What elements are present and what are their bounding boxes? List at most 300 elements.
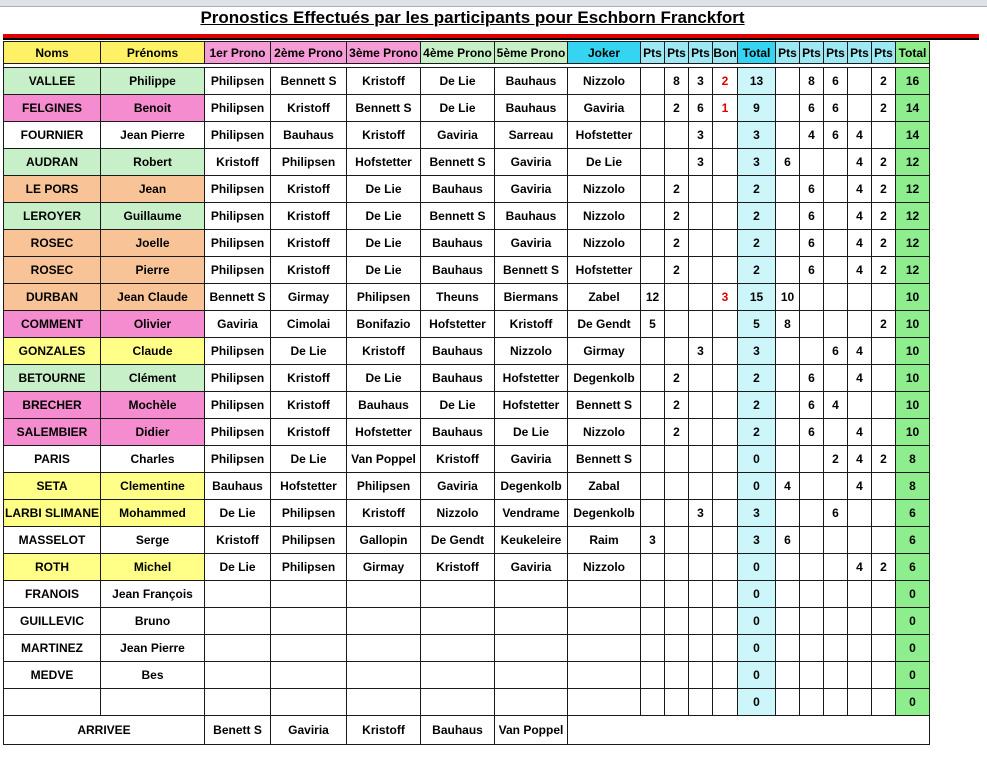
cell-prono-5[interactable]: Bauhaus (495, 68, 568, 95)
cell-nom[interactable]: LEROYER (4, 203, 101, 230)
cell-prono-3[interactable]: Hofstetter (347, 419, 421, 446)
cell-pts[interactable] (641, 446, 665, 473)
cell-grand-total[interactable]: 12 (896, 230, 930, 257)
cell-grand-total[interactable]: 0 (896, 689, 930, 716)
cell-grand-total[interactable]: 0 (896, 608, 930, 635)
cell-pts[interactable] (776, 662, 800, 689)
cell-bon[interactable] (713, 122, 738, 149)
cell-prono-2[interactable]: Philipsen (271, 500, 347, 527)
header-prono-5[interactable]: 5ème Prono (495, 42, 568, 64)
cell-pts[interactable] (824, 662, 848, 689)
cell-prono-1[interactable]: Kristoff (205, 527, 271, 554)
cell-pts[interactable] (776, 257, 800, 284)
header-prenoms[interactable]: Prénoms (101, 42, 205, 64)
cell-total[interactable]: 5 (738, 311, 776, 338)
cell-pts[interactable]: 3 (689, 149, 713, 176)
cell-bon[interactable] (713, 230, 738, 257)
cell-pts[interactable] (689, 554, 713, 581)
cell-pts[interactable] (776, 446, 800, 473)
cell-bon[interactable]: 3 (713, 284, 738, 311)
cell-pts[interactable]: 3 (689, 68, 713, 95)
cell-pts[interactable] (824, 554, 848, 581)
cell-pts[interactable] (665, 608, 689, 635)
cell-prono-4[interactable]: De Lie (421, 95, 495, 122)
cell-pts[interactable] (689, 608, 713, 635)
cell-prono-3[interactable]: De Lie (347, 365, 421, 392)
cell-prono-5[interactable]: Gaviria (495, 176, 568, 203)
cell-pts[interactable] (665, 500, 689, 527)
cell-pts[interactable] (776, 68, 800, 95)
header-grand-total[interactable]: Total (896, 42, 930, 64)
cell-pts[interactable] (776, 419, 800, 446)
cell-pts[interactable] (872, 581, 896, 608)
cell-nom[interactable]: AUDRAN (4, 149, 101, 176)
cell-prono-1[interactable]: Philipsen (205, 176, 271, 203)
cell-prono-3[interactable]: Hofstetter (347, 149, 421, 176)
cell-pts[interactable]: 6 (800, 230, 824, 257)
cell-grand-total[interactable]: 10 (896, 338, 930, 365)
cell-pts[interactable] (800, 284, 824, 311)
cell-prono-2[interactable]: Kristoff (271, 176, 347, 203)
cell-pts[interactable] (641, 257, 665, 284)
cell-total[interactable]: 2 (738, 419, 776, 446)
cell-pts[interactable]: 10 (776, 284, 800, 311)
cell-prono-1[interactable]: Bauhaus (205, 473, 271, 500)
cell-grand-total[interactable]: 0 (896, 635, 930, 662)
cell-prono-4[interactable]: De Gendt (421, 527, 495, 554)
cell-prenom[interactable]: Joelle (101, 230, 205, 257)
cell-total[interactable]: 2 (738, 176, 776, 203)
cell-pts[interactable] (824, 635, 848, 662)
cell-prono-1[interactable]: Gaviria (205, 311, 271, 338)
header-pts[interactable]: Pts (824, 42, 848, 64)
cell-pts[interactable]: 2 (872, 554, 896, 581)
cell-pts[interactable]: 4 (800, 122, 824, 149)
cell-pts[interactable]: 2 (665, 230, 689, 257)
cell-prono-3[interactable]: De Lie (347, 230, 421, 257)
cell-prono-1[interactable]: Philipsen (205, 230, 271, 257)
cell-prono-5[interactable]: Gaviria (495, 446, 568, 473)
cell-grand-total[interactable]: 12 (896, 257, 930, 284)
cell-pts[interactable] (800, 527, 824, 554)
cell-pts[interactable]: 6 (824, 338, 848, 365)
cell-pts[interactable] (872, 419, 896, 446)
cell-pts[interactable] (665, 662, 689, 689)
cell-pts[interactable] (776, 689, 800, 716)
cell-grand-total[interactable]: 12 (896, 203, 930, 230)
cell-pts[interactable] (800, 473, 824, 500)
header-prono-4[interactable]: 4ème Prono (421, 42, 495, 64)
cell-joker[interactable] (568, 581, 641, 608)
cell-pts[interactable]: 4 (848, 176, 872, 203)
cell-bon[interactable] (713, 176, 738, 203)
cell-total[interactable]: 3 (738, 122, 776, 149)
cell-prono-5[interactable]: Hofstetter (495, 365, 568, 392)
cell-bon[interactable] (713, 365, 738, 392)
cell-pts[interactable] (848, 500, 872, 527)
cell-bon[interactable] (713, 581, 738, 608)
cell-pts[interactable] (776, 392, 800, 419)
cell-pts[interactable] (641, 203, 665, 230)
cell-prono-5[interactable]: Hofstetter (495, 392, 568, 419)
cell-pts[interactable] (689, 419, 713, 446)
cell-joker[interactable] (568, 662, 641, 689)
cell-grand-total[interactable]: 0 (896, 581, 930, 608)
cell-prono-3[interactable]: Van Poppel (347, 446, 421, 473)
cell-prono-4[interactable] (421, 581, 495, 608)
cell-total[interactable]: 2 (738, 203, 776, 230)
header-pts[interactable]: Pts (800, 42, 824, 64)
cell-bon[interactable] (713, 635, 738, 662)
cell-total[interactable]: 2 (738, 392, 776, 419)
cell-pts[interactable] (824, 257, 848, 284)
cell-bon[interactable]: 2 (713, 68, 738, 95)
cell-pts[interactable] (641, 500, 665, 527)
cell-prono-3[interactable]: De Lie (347, 203, 421, 230)
cell-prono-5[interactable] (495, 608, 568, 635)
cell-prenom[interactable]: Guillaume (101, 203, 205, 230)
cell-total[interactable]: 3 (738, 338, 776, 365)
cell-pts[interactable] (665, 122, 689, 149)
cell-pts[interactable]: 3 (689, 500, 713, 527)
cell-joker[interactable]: Degenkolb (568, 365, 641, 392)
cell-pts[interactable] (689, 311, 713, 338)
cell-pts[interactable]: 2 (665, 392, 689, 419)
arrivee-prono-2[interactable]: Gaviria (271, 716, 347, 745)
cell-pts[interactable]: 2 (665, 257, 689, 284)
cell-prono-1[interactable]: Philipsen (205, 419, 271, 446)
cell-prenom[interactable]: Bruno (101, 608, 205, 635)
cell-prono-4[interactable]: Bauhaus (421, 176, 495, 203)
cell-pts[interactable] (872, 689, 896, 716)
cell-pts[interactable]: 4 (848, 149, 872, 176)
cell-prenom[interactable]: Robert (101, 149, 205, 176)
cell-pts[interactable] (689, 230, 713, 257)
cell-joker[interactable] (568, 635, 641, 662)
cell-pts[interactable]: 4 (848, 230, 872, 257)
cell-pts[interactable]: 3 (689, 338, 713, 365)
cell-prono-1[interactable]: Bennett S (205, 284, 271, 311)
cell-pts[interactable] (665, 554, 689, 581)
cell-pts[interactable] (641, 473, 665, 500)
cell-pts[interactable] (800, 662, 824, 689)
cell-pts[interactable] (800, 311, 824, 338)
cell-prono-4[interactable]: Bauhaus (421, 230, 495, 257)
arrivee-prono-3[interactable]: Kristoff (347, 716, 421, 745)
cell-prenom[interactable]: Claude (101, 338, 205, 365)
cell-prono-5[interactable] (495, 581, 568, 608)
cell-prono-4[interactable]: De Lie (421, 392, 495, 419)
cell-grand-total[interactable]: 10 (896, 365, 930, 392)
cell-pts[interactable] (848, 608, 872, 635)
cell-pts[interactable] (824, 581, 848, 608)
cell-grand-total[interactable]: 6 (896, 554, 930, 581)
cell-total[interactable]: 15 (738, 284, 776, 311)
cell-prono-2[interactable]: Kristoff (271, 365, 347, 392)
cell-prenom[interactable] (101, 689, 205, 716)
cell-total[interactable]: 0 (738, 608, 776, 635)
cell-prono-5[interactable] (495, 689, 568, 716)
cell-prenom[interactable]: Olivier (101, 311, 205, 338)
cell-pts[interactable] (824, 311, 848, 338)
cell-nom[interactable]: PARIS (4, 446, 101, 473)
header-pts[interactable]: Pts (641, 42, 665, 64)
cell-pts[interactable] (800, 338, 824, 365)
cell-prono-2[interactable]: Kristoff (271, 392, 347, 419)
cell-nom[interactable]: ROSEC (4, 257, 101, 284)
cell-prono-3[interactable] (347, 662, 421, 689)
cell-pts[interactable]: 8 (800, 68, 824, 95)
cell-nom[interactable]: LARBI SLIMANE (4, 500, 101, 527)
cell-joker[interactable]: Gaviria (568, 95, 641, 122)
cell-pts[interactable] (800, 500, 824, 527)
cell-prenom[interactable]: Jean François (101, 581, 205, 608)
cell-prono-2[interactable]: Kristoff (271, 257, 347, 284)
cell-prenom[interactable]: Clément (101, 365, 205, 392)
cell-prenom[interactable]: Clementine (101, 473, 205, 500)
cell-joker[interactable]: Nizzolo (568, 203, 641, 230)
cell-pts[interactable] (800, 608, 824, 635)
cell-nom[interactable]: ROSEC (4, 230, 101, 257)
cell-pts[interactable] (665, 284, 689, 311)
cell-prenom[interactable]: Mochèle (101, 392, 205, 419)
cell-pts[interactable] (689, 527, 713, 554)
cell-pts[interactable] (872, 392, 896, 419)
cell-prono-2[interactable] (271, 581, 347, 608)
cell-pts[interactable]: 4 (848, 365, 872, 392)
cell-bon[interactable] (713, 311, 738, 338)
cell-pts[interactable] (848, 581, 872, 608)
cell-prono-4[interactable] (421, 635, 495, 662)
cell-total[interactable]: 0 (738, 446, 776, 473)
cell-pts[interactable] (641, 635, 665, 662)
cell-joker[interactable]: Girmay (568, 338, 641, 365)
cell-pts[interactable] (824, 149, 848, 176)
cell-pts[interactable]: 6 (824, 122, 848, 149)
cell-pts[interactable] (776, 230, 800, 257)
cell-pts[interactable] (848, 635, 872, 662)
cell-pts[interactable]: 4 (848, 203, 872, 230)
cell-prono-5[interactable]: Vendrame (495, 500, 568, 527)
cell-prono-5[interactable]: Gaviria (495, 554, 568, 581)
cell-prono-3[interactable]: De Lie (347, 176, 421, 203)
cell-joker[interactable]: Hofstetter (568, 257, 641, 284)
cell-prono-1[interactable] (205, 662, 271, 689)
cell-prono-3[interactable]: Girmay (347, 554, 421, 581)
cell-prono-5[interactable]: Kristoff (495, 311, 568, 338)
cell-pts[interactable] (824, 203, 848, 230)
cell-pts[interactable]: 2 (665, 176, 689, 203)
cell-total[interactable]: 3 (738, 500, 776, 527)
cell-prono-5[interactable]: Bauhaus (495, 203, 568, 230)
cell-pts[interactable] (776, 554, 800, 581)
cell-prono-4[interactable]: Hofstetter (421, 311, 495, 338)
cell-pts[interactable]: 6 (800, 419, 824, 446)
cell-pts[interactable] (824, 608, 848, 635)
cell-pts[interactable] (848, 662, 872, 689)
cell-pts[interactable]: 8 (776, 311, 800, 338)
cell-bon[interactable] (713, 608, 738, 635)
cell-pts[interactable] (848, 95, 872, 122)
cell-pts[interactable] (689, 635, 713, 662)
cell-pts[interactable] (689, 392, 713, 419)
cell-pts[interactable]: 6 (776, 527, 800, 554)
cell-joker[interactable]: Nizzolo (568, 554, 641, 581)
cell-pts[interactable]: 4 (848, 446, 872, 473)
cell-nom[interactable]: BETOURNE (4, 365, 101, 392)
cell-prono-4[interactable]: Gaviria (421, 122, 495, 149)
cell-nom[interactable]: COMMENT (4, 311, 101, 338)
cell-pts[interactable] (641, 689, 665, 716)
cell-pts[interactable] (641, 149, 665, 176)
cell-pts[interactable]: 6 (800, 95, 824, 122)
cell-prono-2[interactable]: Bennett S (271, 68, 347, 95)
cell-pts[interactable] (641, 68, 665, 95)
cell-joker[interactable]: Hofstetter (568, 122, 641, 149)
cell-pts[interactable] (776, 581, 800, 608)
cell-prenom[interactable]: Jean Pierre (101, 122, 205, 149)
cell-prono-1[interactable]: Kristoff (205, 149, 271, 176)
cell-pts[interactable] (689, 446, 713, 473)
cell-pts[interactable] (824, 419, 848, 446)
cell-pts[interactable] (800, 554, 824, 581)
cell-prono-5[interactable]: De Lie (495, 419, 568, 446)
cell-pts[interactable] (800, 581, 824, 608)
cell-prono-1[interactable] (205, 581, 271, 608)
header-pts[interactable]: Pts (848, 42, 872, 64)
cell-grand-total[interactable]: 8 (896, 446, 930, 473)
cell-total[interactable]: 0 (738, 581, 776, 608)
cell-pts[interactable] (776, 203, 800, 230)
cell-total[interactable]: 2 (738, 365, 776, 392)
cell-pts[interactable]: 6 (800, 176, 824, 203)
cell-prono-3[interactable]: Bauhaus (347, 392, 421, 419)
cell-prenom[interactable]: Jean Claude (101, 284, 205, 311)
cell-pts[interactable]: 4 (824, 392, 848, 419)
cell-pts[interactable]: 5 (641, 311, 665, 338)
cell-grand-total[interactable]: 12 (896, 176, 930, 203)
cell-pts[interactable]: 2 (872, 149, 896, 176)
cell-pts[interactable] (848, 689, 872, 716)
cell-nom[interactable]: MEDVE (4, 662, 101, 689)
cell-grand-total[interactable]: 6 (896, 500, 930, 527)
cell-prono-1[interactable]: Philipsen (205, 257, 271, 284)
cell-pts[interactable]: 4 (848, 338, 872, 365)
cell-prono-1[interactable] (205, 608, 271, 635)
cell-pts[interactable]: 2 (665, 419, 689, 446)
cell-pts[interactable]: 3 (641, 527, 665, 554)
header-pts[interactable]: Pts (872, 42, 896, 64)
cell-pts[interactable] (872, 284, 896, 311)
cell-prono-3[interactable] (347, 608, 421, 635)
cell-prono-3[interactable]: Bonifazio (347, 311, 421, 338)
cell-grand-total[interactable]: 10 (896, 311, 930, 338)
cell-prono-5[interactable]: Bauhaus (495, 95, 568, 122)
cell-prono-2[interactable]: Philipsen (271, 527, 347, 554)
cell-total[interactable]: 2 (738, 230, 776, 257)
cell-prenom[interactable]: Serge (101, 527, 205, 554)
cell-pts[interactable] (641, 554, 665, 581)
cell-prono-5[interactable]: Biermans (495, 284, 568, 311)
cell-pts[interactable] (641, 608, 665, 635)
cell-joker[interactable] (568, 608, 641, 635)
cell-prono-5[interactable]: Sarreau (495, 122, 568, 149)
cell-prono-2[interactable]: Kristoff (271, 95, 347, 122)
cell-pts[interactable] (776, 122, 800, 149)
cell-prono-1[interactable]: De Lie (205, 554, 271, 581)
cell-bon[interactable]: 1 (713, 95, 738, 122)
cell-total[interactable]: 0 (738, 473, 776, 500)
cell-pts[interactable] (641, 392, 665, 419)
cell-prono-3[interactable]: Gallopin (347, 527, 421, 554)
cell-joker[interactable]: Zabal (568, 473, 641, 500)
cell-pts[interactable] (872, 473, 896, 500)
cell-prono-4[interactable]: Gaviria (421, 473, 495, 500)
cell-pts[interactable] (689, 473, 713, 500)
cell-prono-4[interactable] (421, 662, 495, 689)
cell-prono-1[interactable]: Philipsen (205, 68, 271, 95)
cell-prono-5[interactable]: Gaviria (495, 149, 568, 176)
cell-bon[interactable] (713, 149, 738, 176)
header-prono-1[interactable]: 1er Prono (205, 42, 271, 64)
cell-pts[interactable] (641, 95, 665, 122)
cell-pts[interactable]: 8 (665, 68, 689, 95)
cell-pts[interactable] (800, 446, 824, 473)
header-pts[interactable]: Pts (665, 42, 689, 64)
cell-pts[interactable] (665, 338, 689, 365)
cell-prono-2[interactable]: Hofstetter (271, 473, 347, 500)
cell-prono-2[interactable] (271, 689, 347, 716)
cell-prenom[interactable]: Jean Pierre (101, 635, 205, 662)
cell-total[interactable]: 3 (738, 149, 776, 176)
cell-nom[interactable]: SETA (4, 473, 101, 500)
cell-prono-4[interactable]: Theuns (421, 284, 495, 311)
cell-pts[interactable]: 6 (800, 365, 824, 392)
cell-prono-3[interactable]: Philipsen (347, 284, 421, 311)
cell-total[interactable]: 13 (738, 68, 776, 95)
cell-prono-3[interactable]: Kristoff (347, 122, 421, 149)
cell-grand-total[interactable]: 10 (896, 284, 930, 311)
cell-prono-2[interactable]: Kristoff (271, 203, 347, 230)
cell-pts[interactable] (689, 203, 713, 230)
cell-prono-2[interactable]: Girmay (271, 284, 347, 311)
cell-pts[interactable] (665, 581, 689, 608)
cell-pts[interactable] (689, 689, 713, 716)
cell-prono-4[interactable]: De Lie (421, 68, 495, 95)
arrivee-prono-1[interactable]: Benett S (205, 716, 271, 745)
cell-pts[interactable]: 2 (872, 95, 896, 122)
cell-prono-3[interactable]: Philipsen (347, 473, 421, 500)
cell-prono-2[interactable]: Philipsen (271, 149, 347, 176)
cell-joker[interactable]: Raim (568, 527, 641, 554)
cell-grand-total[interactable]: 16 (896, 68, 930, 95)
cell-prono-1[interactable]: Philipsen (205, 203, 271, 230)
cell-pts[interactable] (641, 230, 665, 257)
cell-prono-2[interactable]: Kristoff (271, 230, 347, 257)
cell-pts[interactable] (872, 527, 896, 554)
cell-total[interactable]: 0 (738, 662, 776, 689)
cell-prenom[interactable]: Benoit (101, 95, 205, 122)
cell-pts[interactable] (824, 176, 848, 203)
cell-bon[interactable] (713, 392, 738, 419)
cell-pts[interactable] (824, 230, 848, 257)
cell-pts[interactable]: 6 (800, 203, 824, 230)
cell-prono-5[interactable] (495, 662, 568, 689)
cell-pts[interactable]: 6 (689, 95, 713, 122)
cell-pts[interactable]: 2 (872, 311, 896, 338)
cell-prono-3[interactable] (347, 635, 421, 662)
cell-prono-1[interactable]: Philipsen (205, 122, 271, 149)
